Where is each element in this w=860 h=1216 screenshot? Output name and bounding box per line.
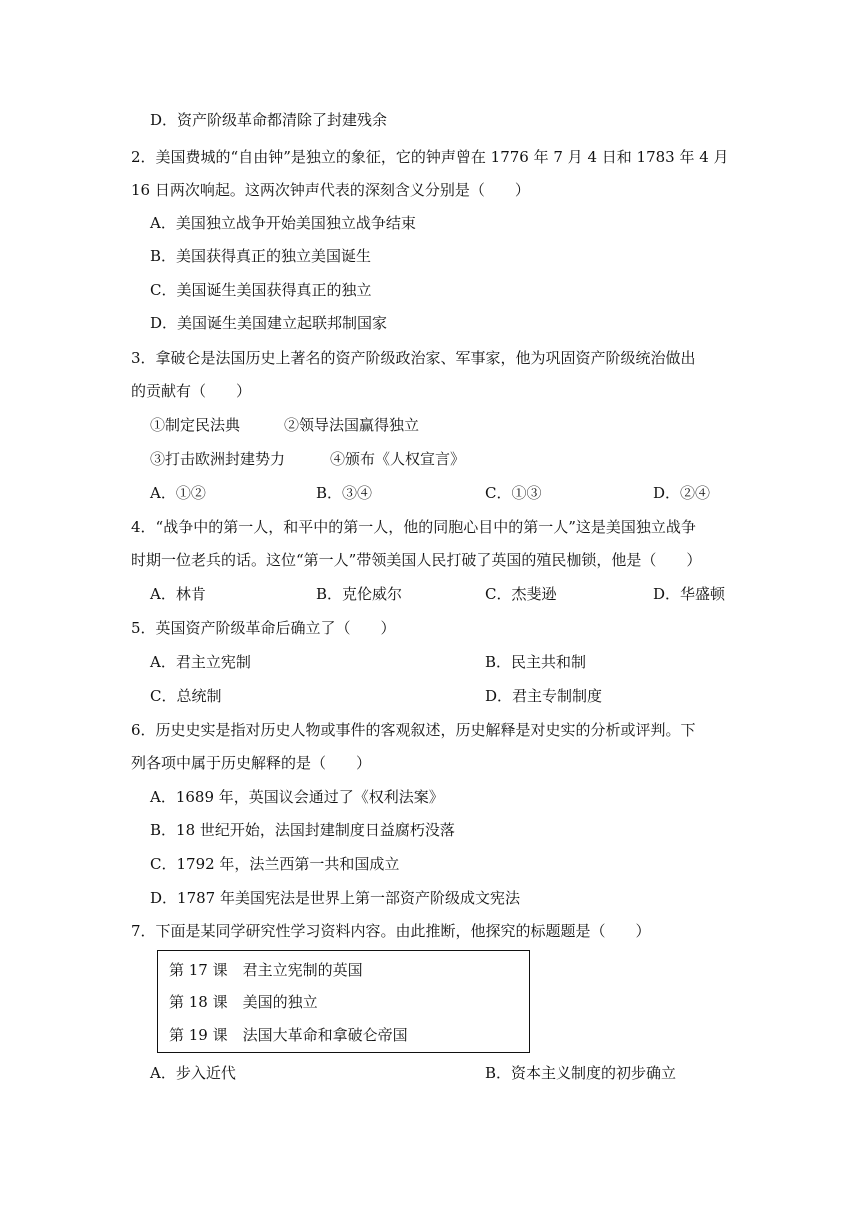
q5-option-c: C．总统制 [150,687,222,705]
q6-stem-line2: 列各项中属于历史解释的是（ ） [131,754,372,772]
q2-option-d: D．美国诞生美国建立起联邦制国家 [150,314,388,332]
q4-option-d: D．华盛顿 [653,585,726,603]
q4-stem-line1: 4．“战争中的第一人，和平中的第一人，他的同胞心目中的第一人”这是美国独立战争 [131,518,696,536]
q3-option-a: A．①② [150,484,206,502]
q7-stem: 7．下面是某同学研究性学习资料内容。由此推断，他探究的标题题是（ ） [131,922,651,940]
q2-stem-line2: 16 日两次响起。这两次钟声代表的深刻含义分别是（ ） [131,181,530,199]
q5-option-b: B．民主共和制 [485,653,587,671]
q3-item-1: ①制定民法典 [150,416,241,434]
q5-option-a: A．君主立宪制 [150,653,251,671]
q6-option-d: D．1787 年美国宪法是世界上第一部资产阶级成文宪法 [150,889,520,907]
q3-stem-line1: 3．拿破仑是法国历史上著名的资产阶级政治家、军事家，他为巩固资产阶级统治做出 [131,349,696,367]
q7-option-b: B．资本主义制度的初步确立 [485,1064,677,1082]
q4-option-a: A．林肯 [150,585,206,603]
q3-option-d: D．②④ [653,484,711,502]
q7-box-row-3: 第 19 课 法国大革命和拿破仑帝国 [169,1026,408,1044]
q6-stem-line1: 6．历史史实是指对历史人物或事件的客观叙述，历史解释是对史实的分析或评判。下 [131,721,696,739]
q4-stem-line2: 时期一位老兵的话。这位“第一人”带领美国人民打破了英国的殖民枷锁，他是（ ） [131,551,702,569]
q5-option-d: D．君主专制制度 [485,687,603,705]
q6-option-a: A．1689 年，英国议会通过了《权利法案》 [150,788,444,806]
q3-item-2: ②领导法国赢得独立 [284,416,420,434]
q7-box-row-1: 第 17 课 君主立宪制的英国 [169,961,363,979]
q3-stem-line2: 的贡献有（ ） [131,382,252,400]
q2-option-c: C．美国诞生美国获得真正的独立 [150,281,372,299]
q4-option-b: B．克伦威尔 [316,585,403,603]
q1-option-d: D．资产阶级革命都清除了封建残余 [150,111,388,129]
q3-item-3: ③打击欧洲封建势力 [150,450,286,468]
q6-option-b: B．18 世纪开始，法国封建制度日益腐朽没落 [150,821,455,839]
q3-item-4: ④颁布《人权宣言》 [330,450,466,468]
q7-option-a: A．步入近代 [150,1064,236,1082]
q3-option-c: C．①③ [485,484,542,502]
q7-box-row-2: 第 18 课 美国的独立 [169,993,318,1011]
q2-option-b: B．美国获得真正的独立美国诞生 [150,247,372,265]
q6-option-c: C．1792 年，法兰西第一共和国成立 [150,855,400,873]
q3-option-b: B．③④ [316,484,373,502]
q2-stem-line1: 2．美国费城的“自由钟”是独立的象征，它的钟声曾在 1776 年 7 月 4 日和 1783 年 4 月 [131,148,729,166]
q5-stem: 5．英国资产阶级革命后确立了（ ） [131,619,396,637]
q7-material-box [157,950,530,1053]
q4-option-c: C．杰斐逊 [485,585,557,603]
q2-option-a: A．美国独立战争开始美国独立战争结束 [150,214,416,232]
